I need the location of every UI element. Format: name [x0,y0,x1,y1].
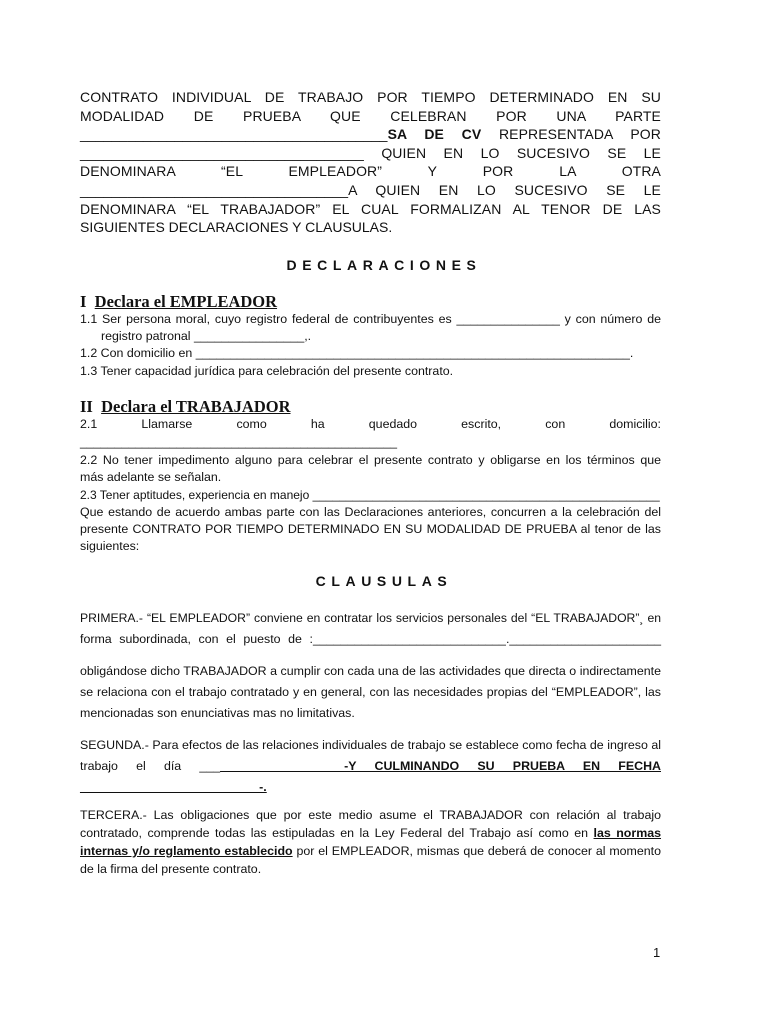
page-number: 1 [653,945,661,960]
clause-tercera: TERCERA.- Las obligaciones que por este medio asume el TRABAJADOR con relación al trabajo [80,808,661,822]
declaraciones-title: DECLARACIONES [286,257,482,273]
clause-primera: PRIMERA.- “EL EMPLEADOR” conviene en contratar los servicios personales del “EL TRABAJADOR”¸ en [80,611,661,625]
end-date-blank [80,777,661,798]
intro-text: QUIEN EN LO SUCESIVO SE LE [381,144,661,161]
declaration-item: 1.3 Tener capacidad jurídica para celebración del presente contrato. [80,364,454,378]
end-date-blank-text: __________________________-. [80,780,267,794]
clause-primera: obligándose dicho TRABAJADOR a cumplir con cada una de las actividades que directa o indirectamente [80,664,661,678]
company-blank: _______________________________________ [80,126,388,143]
company-type: SA DE CV [387,126,482,143]
roman-numeral: I [80,292,87,311]
declaration-item: 2.1 Llamarse como ha quedado escrito, con domicilio: [80,417,661,431]
clause-emphasis: las normas [593,826,662,840]
section-heading-text: Declara el EMPLEADOR [94,292,278,311]
clause-primera: mencionadas son enunciativas mas no limitativas. [80,706,355,720]
clause-tercera [80,824,661,842]
intro-line: SIGUIENTES DECLARACIONES Y CLAUSULAS. [80,219,393,236]
clause-primera: forma subordinada, con el puesto de :____________________________.______________________ [80,632,661,646]
section-heading-empleador [80,292,277,312]
declaration-item: 2.2 No tener impedimento alguno para celebrar el presente contrato y obligarse en los términos que [80,453,661,467]
declaration-closing: Que estando de acuerdo ambas parte con las Declaraciones anteriores, concurren a la celebración del [80,505,661,519]
representative-blank: ____________________________________ [80,144,364,161]
clause-emphasis: internas y/o reglamento establecido [80,844,293,858]
intro-line: DENOMINARA “EL EMPLEADOR” Y POR LA OTRA [80,163,661,180]
clause-tercera [80,842,661,860]
contract-intro [80,88,661,237]
section-heading-trabajador [80,397,291,417]
intro-line [80,144,661,163]
start-date-label: trabajo el día ___ [80,759,221,773]
intro-line: MODALIDAD DE PRUEBA QUE CELEBRAN POR UNA PARTE [80,107,661,124]
intro-line: DENOMINARA “EL TRABAJADOR” EL CUAL FORMALIZAN AL TENOR DE LAS [80,200,661,217]
clause-segunda [80,756,661,777]
section-heading-text: Declara el TRABAJADOR [101,397,291,416]
intro-line: CONTRATO INDIVIDUAL DE TRABAJO POR TIEMPO DETERMINADO EN SU [80,89,661,105]
declaration-item: 1.2 Con domicilio en _______________________________________________________________. [80,346,634,360]
clause-text: por el EMPLEADOR, mismas que deberá de conocer al momento [296,844,661,858]
trial-end-text: __________________-Y CULMINANDO SU PRUEBA EN FECHA [220,759,661,773]
intro-text: REPRESENTADA POR [498,126,661,143]
declaration-closing: siguientes: [80,539,140,553]
declaration-item: 1.1 Ser persona moral, cuyo registro federal de contribuyentes es _______________ y con número de [80,312,661,326]
declaration-item: 2.3 Tener aptitudes, experiencia en manejo ____________________________________________________ [80,488,660,502]
intro-line [80,181,661,200]
intro-text: A QUIEN EN LO SUCESIVO SE LE [348,181,661,198]
declaration-item: más adelante se señalan. [80,470,222,484]
declaration-closing: presente CONTRATO POR TIEMPO DETERMINADO EN SU MODALIDAD DE PRUEBA al tenor de las [80,522,661,536]
clause-primera: se relaciona con el trabajo contratado y en general, con las necesidades propias del “EMPLEADOR”, las [80,685,661,699]
worker-blank: __________________________________ [80,181,349,198]
intro-line [80,125,661,144]
clause-tercera: de la firma del presente contrato. [80,862,262,876]
declaration-item: registro patronal ________________,. [101,329,312,343]
clause-text: contratado, comprende todas las estipuladas en la Ley Federal del Trabajo así como en [80,826,589,840]
clause-segunda: SEGUNDA.- Para efectos de las relaciones individuales de trabajo se establece como fecha de ingreso al [80,738,661,752]
roman-numeral: II [80,397,93,416]
clausulas-title: CLAUSULAS [315,573,453,589]
address-blank: ______________________________________________ [80,435,397,449]
